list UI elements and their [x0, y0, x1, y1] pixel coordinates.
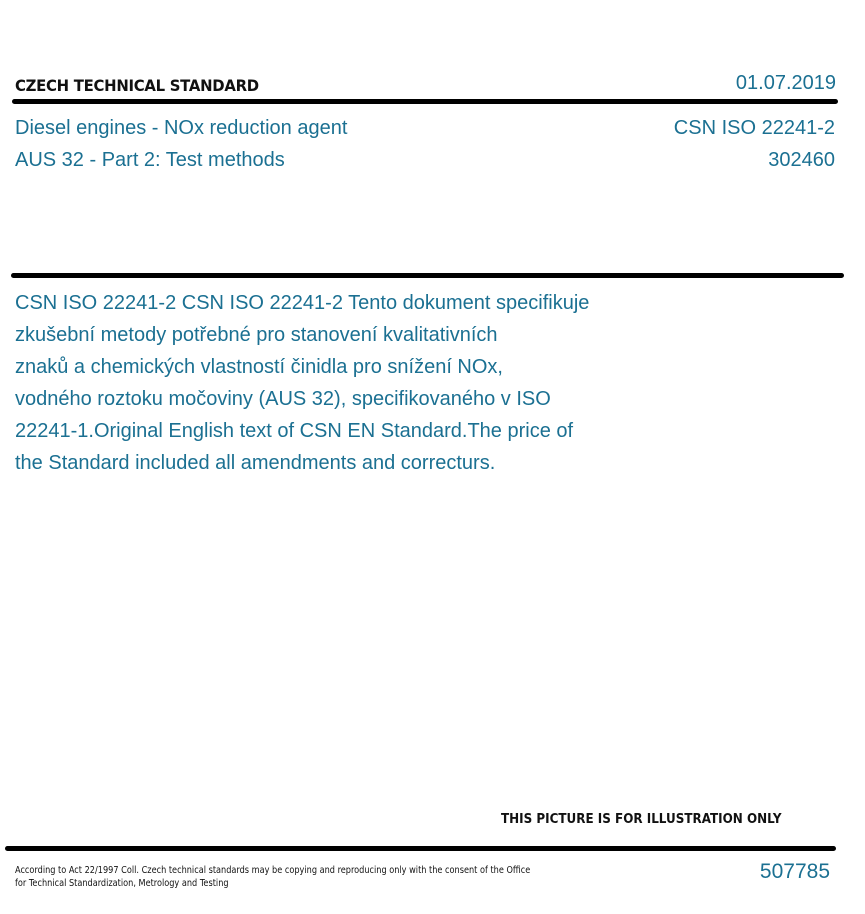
- title-divider: [11, 273, 844, 278]
- catalog-number: 302460: [768, 149, 835, 171]
- legal-notice: [15, 864, 530, 890]
- abstract-line: the Standard included all amendments and correcturs.: [15, 452, 496, 474]
- illustration-disclaimer: THIS PICTURE IS FOR ILLUSTRATION ONLY: [501, 812, 782, 827]
- title-line-2: AUS 32 - Part 2: Test methods: [15, 149, 285, 171]
- abstract-line: 22241-1.Original English text of CSN EN Standard.The price of: [15, 420, 574, 442]
- footer-divider: [5, 846, 836, 851]
- publication-date: 01.07.2019: [735, 72, 836, 94]
- abstract-line: znaků a chemických vlastností činidla pro snížení NOx,: [15, 356, 503, 378]
- legal-line: for Technical Standardization, Metrology and Testing: [15, 878, 229, 889]
- abstract-line: vodného roztoku močoviny (AUS 32), specifikovaného v ISO: [15, 388, 551, 410]
- header-divider: [12, 99, 838, 104]
- document-number: 507785: [759, 860, 830, 883]
- abstract-line: CSN ISO 22241-2 CSN ISO 22241-2 Tento dokument specifikuje: [15, 292, 590, 314]
- title-line-1: Diesel engines - NOx reduction agent: [15, 117, 348, 139]
- abstract-text: [15, 287, 665, 479]
- abstract-line: zkušební metody potřebné pro stanovení kvalitativních: [15, 324, 498, 346]
- standard-code: CSN ISO 22241-2: [673, 117, 835, 139]
- legal-line: According to Act 22/1997 Coll. Czech technical standards may be copying and reproducing only with the consent of the Office: [15, 865, 531, 876]
- standard-type-label: CZECH TECHNICAL STANDARD: [15, 76, 259, 95]
